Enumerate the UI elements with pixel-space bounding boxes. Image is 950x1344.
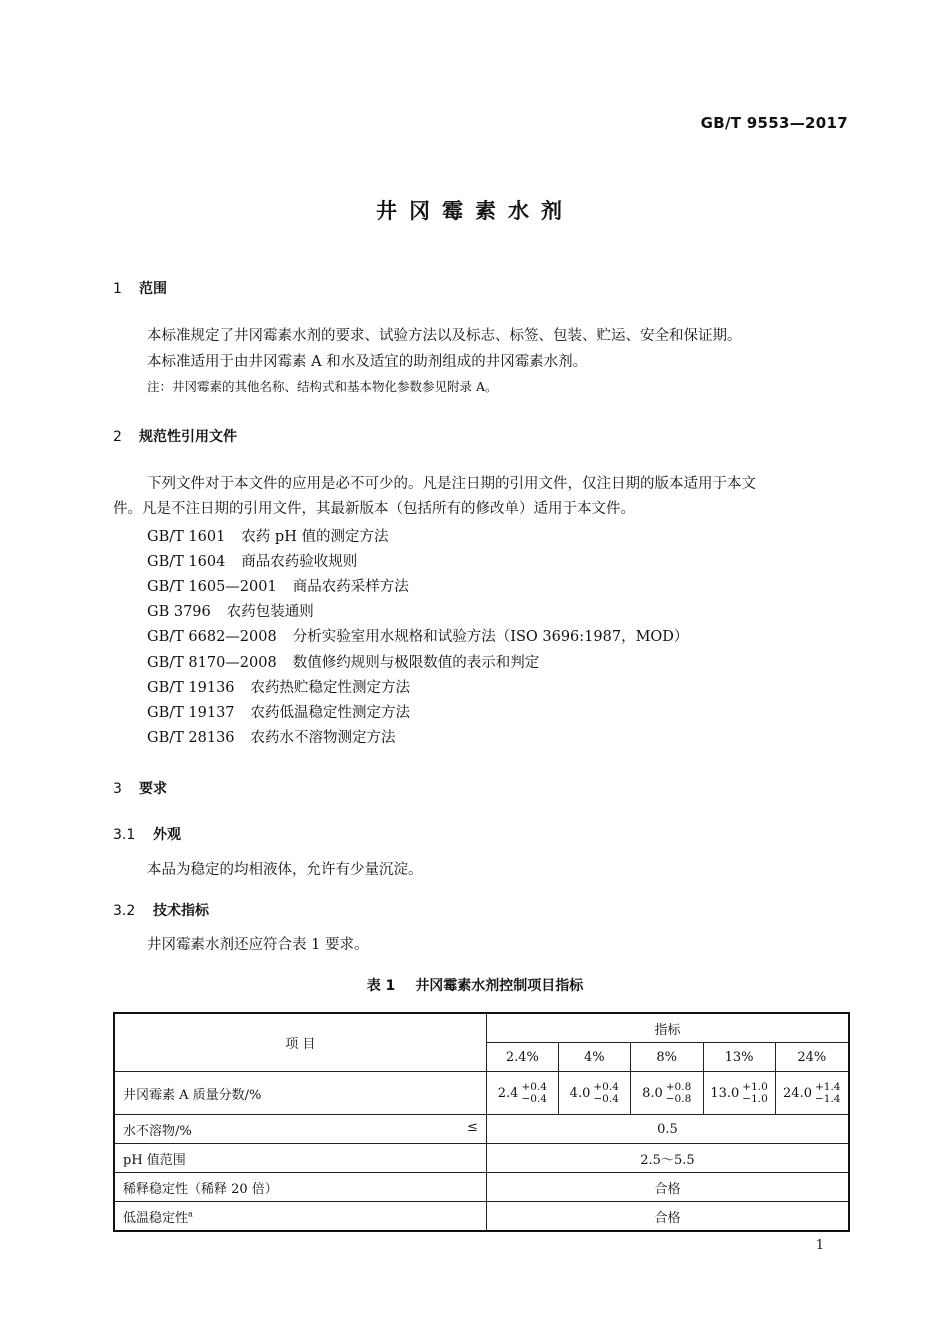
reference-title: 农药 pH 值的测定方法 [241,529,389,545]
reference-title: 农药包装通则 [226,604,314,620]
section-1-heading [113,278,167,298]
header-index-cell: 指标 [486,1013,849,1043]
row-label: pH 值范围 [114,1144,486,1173]
section-1-paragraph-1: 本标准规定了井冈霉素水剂的要求、试验方法以及标志、标签、包装、贮运、安全和保证期。 [147,328,742,344]
section-number: 2 [113,429,122,445]
reference-item [147,600,314,621]
reference-code: GB/T 6682—2008 [147,629,277,645]
reference-title: 农药水不溶物测定方法 [250,730,396,746]
content-value [630,1072,703,1115]
row-value: 合格 [486,1173,849,1202]
standard-number: GB/T 9553—2017 [700,114,848,132]
value-base: 2.4 [497,1085,519,1101]
tolerance-plus: +1.4 [814,1081,841,1093]
reference-item [147,676,410,697]
section-number: 3.1 [113,827,136,843]
tolerance-plus: +0.8 [665,1081,692,1093]
reference-item [147,625,688,646]
table-row [114,1072,849,1115]
section-title: 规范性引用文件 [139,429,237,445]
section-3-1-heading [113,824,181,844]
section-2-heading [113,426,237,446]
section-title: 外观 [153,827,181,843]
tolerance-minus: −0.8 [665,1093,692,1105]
reference-code: GB/T 1601 [147,529,226,545]
reference-code: GB/T 1604 [147,554,226,570]
value-base: 4.0 [569,1085,591,1101]
footnote-marker: a [188,1209,193,1219]
row-label [114,1115,486,1144]
document-title: 井冈霉素水剂 [376,199,574,223]
table-row [114,1173,849,1202]
reference-title: 农药热贮稳定性测定方法 [250,680,411,696]
table-caption-title: 井冈霉素水剂控制项目指标 [415,978,584,994]
comparator-symbol: ≤ [467,1119,478,1135]
table-row [114,1202,849,1232]
reference-title: 商品农药采样方法 [292,579,409,595]
table-caption [0,975,950,995]
reference-title: 农药低温稳定性测定方法 [250,705,411,721]
reference-title: 商品农药验收规则 [241,554,358,570]
row-label-text: 水不溶物/% [123,1123,192,1139]
tolerance-minus: −0.4 [593,1093,619,1105]
grade-header: 2.4% [486,1043,558,1072]
content-value [486,1072,558,1115]
value-base: 13.0 [710,1085,740,1101]
section-title: 范围 [139,281,167,297]
reference-code: GB/T 28136 [147,730,235,746]
tolerance-plus: +0.4 [593,1081,619,1093]
section-2-intro-line-2: 件。凡是不注日期的引用文件，其最新版本（包括所有的修改单）适用于本文件。 [113,501,635,517]
reference-item [147,726,396,747]
spec-table [113,1012,850,1232]
reference-item [147,651,539,672]
section-number: 3.2 [113,903,136,919]
reference-code: GB/T 8170—2008 [147,655,277,671]
reference-code: GB/T 19137 [147,705,235,721]
content-value [775,1072,849,1115]
content-value [558,1072,630,1115]
row-value: 2.5～5.5 [486,1144,849,1173]
section-3-2-heading [113,900,209,920]
content-value [703,1072,775,1115]
section-1-paragraph-2: 本标准适用于由井冈霉素 A 和水及适宜的助剂组成的井冈霉素水剂。 [147,354,588,370]
tolerance-minus: −1.4 [814,1093,841,1105]
reference-item [147,575,409,596]
reference-item [147,701,410,722]
reference-title: 数值修约规则与极限数值的表示和判定 [292,655,540,671]
reference-code: GB/T 19136 [147,680,235,696]
section-title: 技术指标 [153,903,209,919]
section-1-note: 注：井冈霉素的其他名称、结构式和基本物化参数参见附录 A。 [147,379,498,394]
grade-header: 4% [558,1043,630,1072]
row-value: 合格 [486,1202,849,1232]
table-row [114,1115,849,1144]
reference-code: GB 3796 [147,604,211,620]
reference-code: GB/T 1605—2001 [147,579,277,595]
reference-item [147,550,357,571]
reference-item [147,525,388,546]
grade-header: 8% [630,1043,703,1072]
tolerance-minus: −0.4 [521,1093,547,1105]
section-2-intro-line-1: 下列文件对于本文件的应用是必不可少的。凡是注日期的引用文件，仅注日期的版本适用于本文 [147,476,756,492]
row-label [114,1202,486,1232]
table-row [114,1144,849,1173]
grade-header: 13% [703,1043,775,1072]
row-label-text: 低温稳定性 [123,1210,189,1226]
section-3-heading [113,778,167,798]
header-item-cell: 项 目 [114,1013,486,1072]
table-caption-label: 表 1 [366,978,396,994]
tolerance-plus: +0.4 [521,1081,547,1093]
value-base: 24.0 [783,1085,812,1101]
section-number: 3 [113,781,122,797]
page-number: 1 [815,1238,824,1253]
section-number: 1 [113,281,122,297]
row-label: 稀释稳定性（稀释 20 倍） [114,1173,486,1202]
value-base: 8.0 [642,1085,663,1101]
tolerance-plus: +1.0 [742,1081,768,1093]
section-title: 要求 [139,781,167,797]
row-value: 0.5 [486,1115,849,1144]
grade-header: 24% [775,1043,849,1072]
section-3-1-text: 本品为稳定的均相液体，允许有少量沉淀。 [147,862,423,878]
reference-title: 分析实验室用水规格和试验方法（ISO 3696:1987，MOD） [292,629,689,645]
tolerance-minus: −1.0 [742,1093,768,1105]
row-label: 井冈霉素 A 质量分数/% [114,1072,486,1115]
section-3-2-text: 井冈霉素水剂还应符合表 1 要求。 [147,937,369,953]
